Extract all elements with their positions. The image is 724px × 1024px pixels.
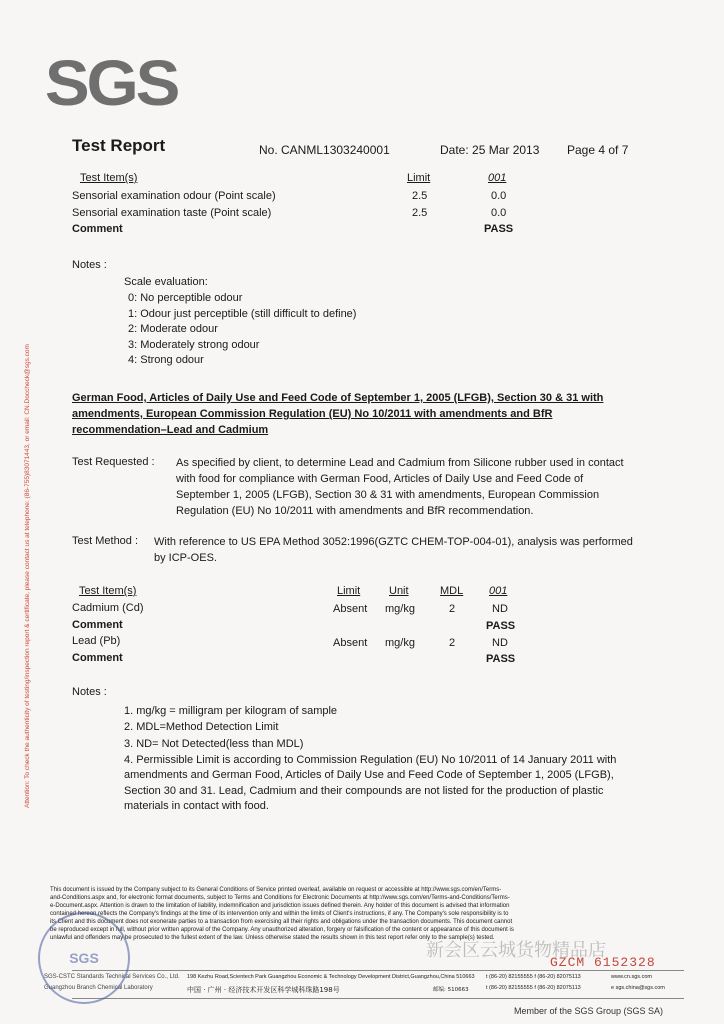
metal-row-mdl: 2 xyxy=(449,637,456,649)
sensory-col-limit: Limit xyxy=(407,172,431,184)
metal-col-mdl: MDL xyxy=(440,585,464,597)
sensory-row-value: 0.0 xyxy=(491,207,507,219)
sensory-row-limit: 2.5 xyxy=(412,190,428,202)
notes1-item: 2: Moderate odour xyxy=(128,323,218,335)
disclaimer-line: be reproduced except in full, without prior written approval of the Company. Any unauthorized alteration, forgery or falsification of the content or appearance of this document is xyxy=(50,927,514,933)
footer-address-cn: 中国 · 广州 · 经济技术开发区科学城科珠路198号 xyxy=(187,986,340,994)
notes2-item: amendments and German Food, Articles of Daily Use and Feed Code of September 1, 2005 (LFGB), xyxy=(124,769,614,781)
notes1-item: 4: Strong odour xyxy=(128,354,204,366)
footer-divider xyxy=(72,998,684,999)
notes2-item: 3. ND= Not Detected(less than MDL) xyxy=(124,738,304,750)
metal-row-value: ND xyxy=(492,637,508,649)
disclaimer-line: and-Conditions.aspx and, for electronic format documents, subject to Terms and Conditions for Electronic Documents at http://www.sgs.com/en/Terms-and-Conditions/Terms- xyxy=(50,895,510,901)
section-heading-line: recommendation–Lead and Cadmium xyxy=(72,424,269,436)
authenticity-side-text: Attention: To check the authenticity of testing/inspection report & certificate, please contact us at telephone: (86-755)83071443, or email: CN.Doccheck@sgs.com xyxy=(24,344,31,808)
footer-postcode-cn: 邮编: 510663 xyxy=(433,987,469,993)
footer-phone: t (86-20) 82155555 f (86-20) 82075113 xyxy=(486,974,581,980)
disclaimer-line: This document is issued by the Company subject to its General Conditions of Service printed overleaf, available on request or accessible at http://www.sgs.com/en/Terms- xyxy=(50,887,502,893)
metal-row-mdl: 2 xyxy=(449,603,456,615)
footer-member: Member of the SGS Group (SGS SA) xyxy=(514,1006,664,1016)
report-date: Date: 25 Mar 2013 xyxy=(440,143,540,157)
notes2-item: Section 30 and 31. Lead, Cadmium and their compounds are not listed for the production of plastic xyxy=(124,785,604,797)
metal-row-limit: Absent xyxy=(333,637,368,649)
footer-company: SGS-CSTC Standards Technical Services Co., Ltd. xyxy=(44,974,180,980)
company-seal-stamp xyxy=(38,912,130,1004)
report-title: Test Report xyxy=(72,136,166,155)
test-requested-label: Test Requested : xyxy=(72,456,155,468)
disclaimer-line: e-Document.aspx. Attention is drawn to the limitation of liability, indemnification and jurisdiction issues defined therein. Any holder of this document is advised that information xyxy=(50,903,510,909)
shop-watermark: 新会区云城货物精品店 xyxy=(426,940,606,961)
notes1-item: 1: Odour just perceptible (still difficult to define) xyxy=(128,308,357,320)
metal-row-value: ND xyxy=(492,603,508,615)
footer-phone-cn: t (86-20) 82155555 f (86-20) 82075113 xyxy=(486,985,581,991)
disclaimer-line: its Client and this document does not exonerate parties to a transaction from exercising all their rights and obligations under the transaction documents. This document cannot xyxy=(50,919,513,925)
metal-row-item: Cadmium (Cd) xyxy=(72,602,144,614)
notes1-label: Notes : xyxy=(72,259,107,271)
sensory-row-value: 0.0 xyxy=(491,190,507,202)
disclaimer-line: unlawful and offenders may be prosecuted to the fullest extent of the law. Unless otherwise stated the results shown in this test report refer only to the sample(s) tested. xyxy=(50,935,495,941)
notes1-heading: Scale evaluation: xyxy=(124,276,208,288)
notes1-item: 0: No perceptible odour xyxy=(128,292,243,304)
sensory-col-sample: 001 xyxy=(488,172,507,184)
metal-comment-label: Comment xyxy=(72,619,123,631)
sensory-comment-result: PASS xyxy=(484,223,514,235)
section-heading-line: amendments, European Commission Regulation (EU) No 10/2011 with amendments and BfR xyxy=(72,408,553,420)
notes2-label: Notes : xyxy=(72,686,107,698)
section-heading-line: German Food, Articles of Daily Use and Feed Code of September 1, 2005 (LFGB), Section 30 & 31 with xyxy=(72,392,604,404)
page-number: Page 4 of 7 xyxy=(567,143,629,157)
metal-col-item: Test Item(s) xyxy=(79,585,137,597)
test-method-line: by ICP-OES. xyxy=(154,552,217,564)
test-requested-line: September 1, 2005 (LFGB), Section 30 & 31 with amendments, European Commission xyxy=(176,489,600,501)
sgs-logo: SGS xyxy=(44,47,178,119)
sensory-row-item: Sensorial examination taste (Point scale) xyxy=(72,207,272,219)
report-number: No. CANML1303240001 xyxy=(259,143,390,157)
metal-col-limit: Limit xyxy=(337,585,361,597)
metal-row-limit: Absent xyxy=(333,603,368,615)
serial-number: GZCM 6152328 xyxy=(550,955,656,970)
metal-row-unit: mg/kg xyxy=(385,603,415,615)
test-method-label: Test Method : xyxy=(72,535,139,547)
metal-row-item: Lead (Pb) xyxy=(72,635,121,647)
metal-comment-label: Comment xyxy=(72,652,123,664)
test-requested-line: As specified by client, to determine Lead and Cadmium from Silicone rubber used in contact xyxy=(176,457,624,469)
footer-lab: Guangzhou Branch Chemical Laboratory xyxy=(44,985,153,991)
metal-comment-result: PASS xyxy=(486,653,516,665)
sensory-comment-label: Comment xyxy=(72,223,123,235)
metal-col-unit: Unit xyxy=(389,585,409,597)
notes2-item: 4. Permissible Limit is according to Commission Regulation (EU) No 10/2011 of 14 January 2011 with xyxy=(124,754,617,766)
metal-row-unit: mg/kg xyxy=(385,637,415,649)
footer-email: e sgs.china@sgs.com xyxy=(611,985,665,991)
footer-website: www.cn.sgs.com xyxy=(611,974,652,980)
test-method-line: With reference to US EPA Method 3052:1996(GZTC CHEM-TOP-004-01), analysis was performed xyxy=(154,536,633,548)
sensory-row-item: Sensorial examination odour (Point scale) xyxy=(72,190,276,202)
sensory-row-limit: 2.5 xyxy=(412,207,428,219)
disclaimer-line: contained hereon reflects the Company's findings at the time of its intervention only and within the limits of Client's instructions, if any. The Company's sole responsibility is to xyxy=(50,911,509,917)
test-requested-line: with food for compliance with German Food, Articles of Daily Use and Feed Code of xyxy=(176,473,584,485)
notes1-item: 3: Moderately strong odour xyxy=(128,339,260,351)
test-requested-line: Regulation (EU) No 10/2011 with amendments and BfR recommendation. xyxy=(176,505,534,517)
stamp-logo: SGS xyxy=(69,950,99,966)
notes2-item: materials in contact with food. xyxy=(124,800,269,812)
metal-col-sample: 001 xyxy=(489,585,508,597)
sensory-col-item: Test Item(s) xyxy=(80,172,138,184)
notes2-item: 1. mg/kg = milligram per kilogram of sample xyxy=(124,705,338,717)
footer-divider xyxy=(72,970,684,971)
metal-comment-result: PASS xyxy=(486,620,516,632)
footer-address: 198 Kezhu Road,Scientech Park Guangzhou Economic & Technology Development District,Guangzhou,China 510663 xyxy=(187,974,475,980)
notes2-item: 2. MDL=Method Detection Limit xyxy=(124,721,279,733)
